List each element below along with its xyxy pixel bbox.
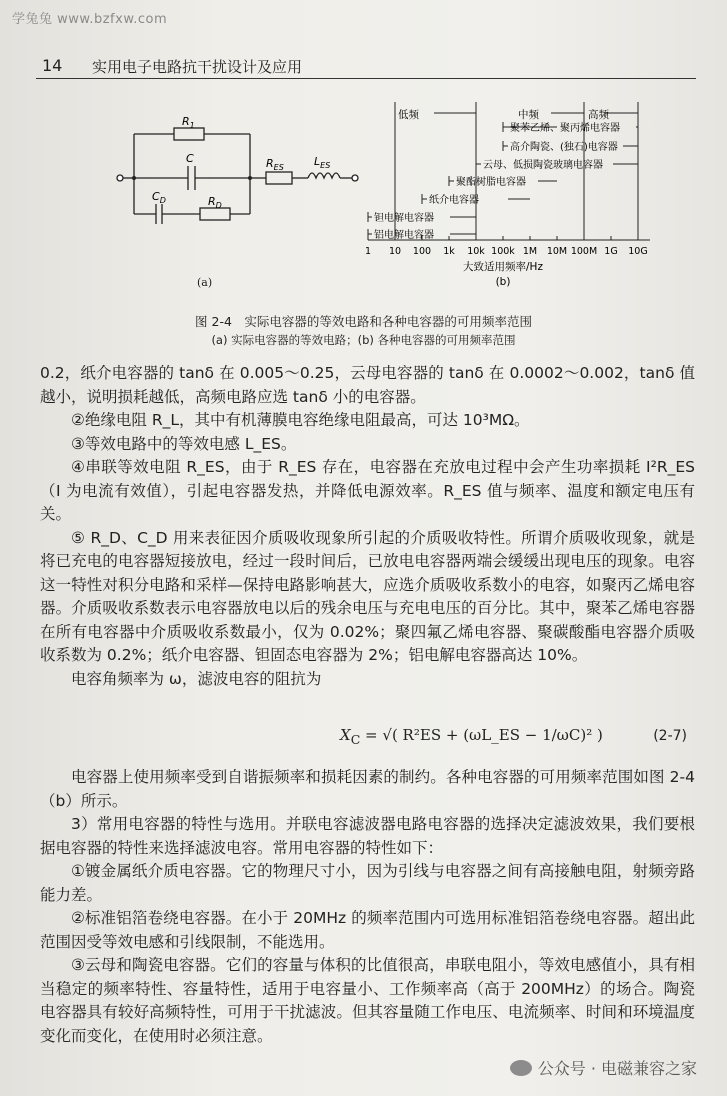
equation-2-7 <box>40 716 695 770</box>
tick-label: 100M <box>570 246 598 257</box>
cap-mica: 云母、低损陶瓷玻璃电容器 <box>483 160 603 171</box>
cap-polyester: 聚酯树脂电容器 <box>456 177 526 188</box>
paragraph: ③云母和陶瓷电容器。它们的容量与体积的比值很高，串联电阻小，等效电感值小，具有相当稳定的频率特性、容量特性，适用于电容量小、工作频率高（高于 200MHz）的场合。陶瓷电容器具有较好高频特性，可用于干扰滤波。但其容量随工作电压、电流频率、时间和环境温度变化而变化，在使用时必须注意。 <box>40 956 695 1045</box>
body-text-bottom <box>40 766 695 1048</box>
paragraph: ⑤ R_D、C_D 用来表征因介质吸收现象所引起的介质吸收特性。所谓介质吸收现象，就是将已充电的电容器短接放电，经过一段时间后，已放电电容器两端会缓缓出现电压的现象。电容这一特性对积分电路和采样—保持电路影响甚大，应选介质吸收系数小的电容，如聚丙乙烯电容器。介质吸收系数表示电容器放电以后的残余电压与充电电压的百分比。其中，聚苯乙烯电容器在所有电容器中介质吸收系数最小，仅为 0.02%；聚四氟乙烯电容器、聚碳酸酯电容器介质吸收系数为 0.2%；纸介电容器、钽固态电容器为 2%；铝电解电容器高达 10%。 <box>40 528 695 664</box>
band-low: 低频 <box>398 109 419 121</box>
page-number: 14 <box>42 56 63 75</box>
figure-subcaption: (a) 实际电容器的等效电路；(b) 各种电容器的可用频率范围 <box>211 333 516 347</box>
paragraph: ②绝缘电阻 R_L，其中有机薄膜电容绝缘电阻最高，可达 10³MΩ。 <box>71 411 530 429</box>
cd-label: $C_D$ <box>152 190 166 205</box>
cap-polystyrene: 聚苯乙烯、聚丙烯电容器 <box>510 123 620 134</box>
equation-body: $X_C$ = √( R²ES + (ωL_ES − 1/ωC)² ) <box>340 726 603 747</box>
tick-label: 100k <box>491 246 515 257</box>
tick-label: 100 <box>412 246 432 257</box>
paragraph: 3）常用电容器的特性与选用。并联电容滤波器电路电容器的选择决定滤波效果，我们要根据电容器的特性来选择滤波电容。常用电容器的特性如下： <box>40 815 695 857</box>
figure-caption: 图 2-4 实际电容器的等效电路和各种电容器的可用频率范围 <box>195 314 532 329</box>
paragraph: 电容角频率为 ω，滤波电容的阻抗为 <box>71 669 322 688</box>
body-text-top <box>40 362 695 691</box>
tick-label: 10k <box>467 246 485 257</box>
paragraph: ①镀金属纸介质电容器。它的物理尺寸小，因为引线与电容器之间有高接触电阻，射频旁路能力差。 <box>40 862 695 904</box>
band-mid: 中频 <box>518 109 539 121</box>
subfigure-a-label: (a) <box>197 276 213 289</box>
les-label: $L_{ES}$ <box>314 155 331 170</box>
tick-label: 10G <box>628 246 648 257</box>
wechat-icon <box>510 1060 532 1076</box>
cap-ceramic: 高介陶瓷、(独石)电容器 <box>510 142 618 153</box>
tick-label: 1M <box>522 246 538 257</box>
x-axis-label: 大致适用频率/Hz <box>463 261 543 273</box>
tick-label: 1 <box>364 246 372 257</box>
tick-label: 10 <box>388 246 402 257</box>
tick-label: 1G <box>604 246 618 257</box>
rd-label: $R_D$ <box>208 195 222 210</box>
paragraph: 0.2，纸介电容器的 tanδ 在 0.005～0.25，云母电容器的 tanδ 在 0.0002～0.002，tanδ 值越小，说明损耗越低，高频电路应选 tanδ 小的电容器。 <box>40 364 695 406</box>
footer-watermark: 公众号 · 电磁兼容之家 <box>510 1056 697 1079</box>
cap-aluminum: 铝电解电容器 <box>374 230 434 241</box>
top-watermark: 学兔兔 www.bzfxw.com <box>12 12 168 27</box>
paragraph: ②标准铝箔卷绕电容器。在小于 20MHz 的频率范围内可选用标准铝箔卷绕电容器。超出此范围因受等效电感和引线限制，不能选用。 <box>40 909 695 951</box>
book-title: 实用电子电路抗干扰设计及应用 <box>92 58 303 76</box>
paragraph: ③等效电路中的等效电感 L_ES。 <box>71 434 297 453</box>
cap-tantalum: 钽电解电容器 <box>374 213 434 224</box>
paragraph: 电容器上使用频率受到自谐振频率和损耗因素的制约。各种电容器的可用频率范围如图 2-4（b）所示。 <box>40 768 695 810</box>
tick-label: 10M <box>546 246 568 257</box>
band-high: 高频 <box>588 109 609 121</box>
paragraph: ④串联等效电阻 R_ES，由于 R_ES 存在，电容器在充放电过程中会产生功率损耗 I²R_ES（I 为电流有效值），引起电容器发热，并降低电源效率。R_ES 值与频率、温度和额定电压有关。 <box>40 458 695 523</box>
subfigure-b-label: (b) <box>495 276 511 288</box>
c-label: C <box>186 152 194 165</box>
running-head <box>36 56 696 79</box>
equivalent-circuit-diagram <box>100 116 370 266</box>
res-label: $R_{ES}$ <box>266 157 284 172</box>
r1-label: $R_1$ <box>182 116 195 130</box>
equation-number: (2-7) <box>653 728 687 744</box>
frequency-range-diagram <box>358 100 658 290</box>
cap-paper: 纸介电容器 <box>429 195 479 206</box>
tick-label: 1k <box>443 246 455 257</box>
